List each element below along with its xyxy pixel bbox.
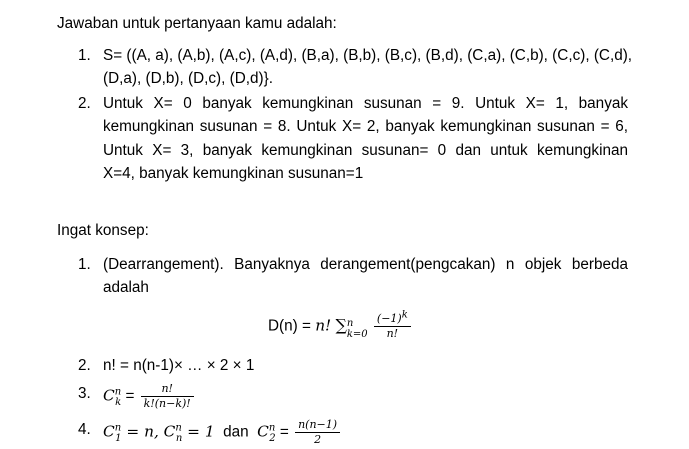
factorial-formula: n! = n(n-1)× … × 2 × 1	[103, 357, 255, 374]
exponent-k: k	[401, 309, 408, 321]
list-number: 1.	[78, 47, 91, 64]
c-sup: n	[114, 386, 122, 398]
concept-1-line-2: adalah	[103, 279, 149, 297]
list-number: 4.	[78, 421, 91, 438]
sum-limits	[346, 317, 368, 340]
concept-1-line-1: (Dearrangement). Banyaknya derangement(pengcakan) n objek berbeda	[103, 256, 628, 273]
eq-sign: =	[121, 387, 139, 405]
list-number: 2.	[78, 357, 91, 374]
answer-1-line-1: S= ((A, a), (A,b), (A,c), (A,d), (B,a), (B,b), (B,c), (B,d), (C,a), (C,b), (C,c), (C,d),	[103, 47, 633, 64]
combination-formula	[103, 382, 628, 411]
c2-fraction	[295, 418, 340, 447]
c-sub: k	[115, 396, 122, 408]
dan-word: dan	[223, 423, 249, 441]
answer-2-line-3: Untuk X= 3, banyak kemungkinan susunan= 0 dan untuk kemungkinan	[103, 141, 628, 159]
c1-sub: 1	[115, 432, 122, 444]
combination-identities	[103, 418, 628, 447]
list-number: 2.	[78, 95, 91, 112]
sum-upper: n	[346, 317, 354, 329]
answer-1-line-2: (D,a), (D,b), (D,c), (D,d)}.	[103, 70, 273, 88]
list-number: 1.	[78, 256, 91, 273]
formula-lhs: D(n) =	[268, 317, 316, 335]
formula-n-factorial: n!	[315, 316, 332, 335]
intro-text: Jawaban untuk pertanyaan kamu adalah:	[57, 15, 337, 32]
combination-fraction	[141, 382, 194, 411]
sum-symbol: ∑	[335, 315, 347, 335]
cn-symbol: C	[163, 422, 176, 441]
c2-eq: =	[275, 423, 294, 441]
concept-heading: Ingat konsep:	[57, 222, 149, 239]
c1-symbol: C	[103, 422, 115, 441]
sum-lower: k=0	[346, 328, 368, 340]
c1-sup: n	[114, 422, 122, 434]
fraction-denominator: 2	[314, 433, 322, 446]
answer-2-line-4: X=4, banyak kemungkinan susunan=1	[103, 165, 364, 183]
c-symbol: C	[103, 386, 115, 405]
fraction-numerator: n!	[141, 382, 194, 397]
cn-sub: n	[175, 432, 183, 444]
cn-sup: n	[175, 422, 182, 434]
c1-rhs: = n,	[121, 422, 164, 441]
list-number: 3.	[78, 385, 91, 402]
c2-sup: n	[268, 422, 276, 434]
derangement-formula	[268, 309, 413, 341]
answer-2-line-1: Untuk X= 0 banyak kemungkinan susunan = 9. Untuk X= 1, banyak	[103, 95, 628, 112]
fraction-numerator: $(-1)^k$	[374, 312, 411, 327]
cn-rhs: = 1	[182, 422, 215, 441]
answer-2-line-2: kemungkinan susunan = 8. Untuk X= 2, banyak kemungkinan susunan = 6,	[103, 118, 628, 136]
c2-symbol: C	[257, 422, 269, 441]
fraction-denominator: k!(n−k)!	[143, 397, 191, 410]
fraction-denominator: n!	[386, 327, 399, 340]
c2-sub: 2	[269, 432, 276, 444]
derangement-fraction	[374, 309, 411, 341]
fraction-numerator: n(n−1)	[295, 418, 340, 433]
